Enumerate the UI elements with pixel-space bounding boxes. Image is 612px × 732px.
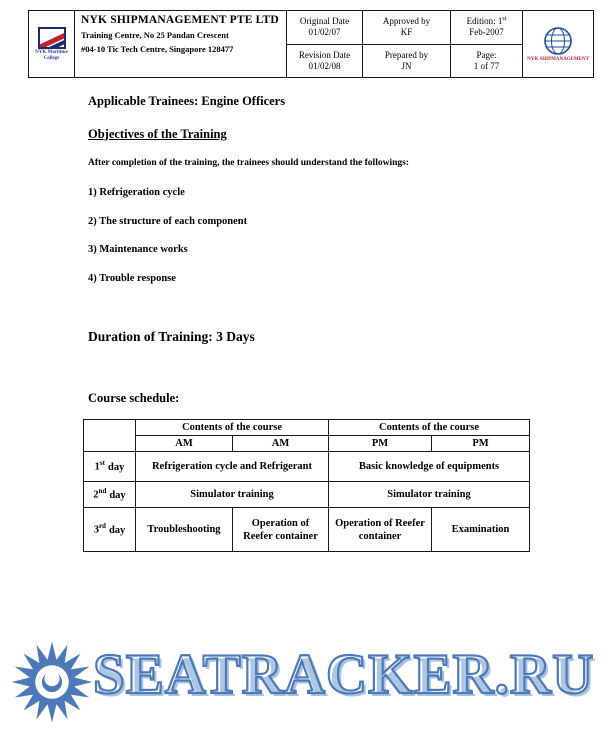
day-cell (84, 508, 136, 552)
watermark (0, 636, 612, 732)
edition-line2: Feb-2007 (469, 27, 504, 38)
edition-line1 (467, 16, 507, 27)
schedule-cell: Examination (432, 508, 530, 552)
original-date-cell (287, 11, 362, 45)
day-ordinal-sup: rd (98, 522, 106, 531)
applicable-trainees-heading: Applicable Trainees: Engine Officers (88, 94, 286, 108)
subheader-am-1: AM (136, 436, 233, 452)
objectives-heading: Objectives of the Training (88, 127, 227, 141)
objective-item-1: 1) Refrigeration cycle (88, 187, 185, 198)
group-header-left: Contents of the course (136, 420, 329, 436)
day-number: 1 (94, 461, 100, 473)
revision-date-cell (287, 45, 362, 78)
edition-cell (451, 11, 522, 45)
day-column-header (84, 420, 136, 452)
edition-prefix: Edition: 1 (466, 16, 503, 26)
revision-date-value: 01/02/08 (308, 60, 341, 71)
company-info-cell (75, 11, 287, 77)
day-cell (84, 482, 136, 508)
approved-by-label: Approved by (382, 16, 431, 26)
original-date-label: Original Date (299, 16, 350, 26)
day-cell (84, 452, 136, 482)
page-value: 1 of 77 (473, 60, 500, 71)
table-row-day1 (84, 452, 530, 482)
prepared-by-cell (363, 45, 450, 78)
prepared-by-label: Prepared by (384, 49, 429, 60)
objective-item-4: 4) Trouble response (88, 273, 176, 284)
course-schedule-heading: Course schedule: (88, 391, 180, 405)
edition-ordinal-sup: st (502, 16, 507, 22)
watermark-text: SEATRACKER.RU (93, 643, 595, 706)
objectives-intro: After completion of the training, the trainees should understand the followings: (88, 158, 409, 168)
schedule-cell: Basic knowledge of equipments (329, 452, 530, 482)
nyk-flag-icon (38, 27, 66, 49)
schedule-cell: Operation of Reefer container (233, 508, 329, 552)
sun-icon (10, 640, 94, 724)
page-label: Page: (476, 49, 497, 60)
page-cell (451, 45, 522, 78)
shipmanagement-logo-cell (523, 11, 593, 77)
maritime-college-logo (29, 11, 75, 77)
schedule-cell: Operation of Reefer container (329, 508, 432, 552)
approval-column (363, 11, 451, 77)
subheader-am-2: AM (233, 436, 329, 452)
day-number: 3 (93, 524, 99, 536)
subheader-pm-1: PM (329, 436, 432, 452)
subheader-pm-2: PM (432, 436, 530, 452)
approved-by-cell (363, 11, 450, 45)
approved-by-value: KF (400, 27, 413, 38)
schedule-cell: Simulator training (329, 482, 530, 508)
objective-item-3: 3) Maintenance works (88, 244, 188, 255)
table-row-day3 (84, 508, 530, 552)
day-ordinal-sup: st (99, 459, 105, 468)
duration-heading: Duration of Training: 3 Days (88, 329, 255, 344)
prepared-by-value: JN (401, 60, 412, 71)
group-header-right: Contents of the course (329, 420, 530, 436)
schedule-cell: Refrigeration cycle and Refrigerant (136, 452, 329, 482)
globe-icon (543, 26, 573, 56)
schedule-cell: Troubleshooting (136, 508, 233, 552)
day-ordinal-sup: nd (98, 487, 107, 496)
original-date-value: 01/02/07 (308, 27, 341, 38)
objective-item-2: 2) The structure of each component (88, 216, 248, 227)
right-logo-caption: NYK SHIPMANAGEMENT (527, 56, 589, 62)
company-name: NYK SHIPMANAGEMENT PTE LTD (81, 14, 279, 26)
table-row-day2 (84, 482, 530, 508)
company-address-line2: #04-10 Tic Tech Centre, Singapore 128477 (81, 44, 234, 54)
document-header-table (28, 10, 594, 78)
day-number: 2 (93, 489, 99, 501)
course-schedule-table (83, 419, 530, 552)
day-word: day (108, 524, 126, 536)
schedule-cell: Simulator training (136, 482, 329, 508)
day-word: day (109, 489, 126, 501)
day-word: day (107, 461, 125, 473)
table-group-header-row (84, 420, 530, 436)
edition-column (451, 11, 523, 77)
table-subheader-row (84, 436, 530, 452)
revision-date-label: Revision Date (298, 49, 351, 60)
company-address-line1: Training Centre, No 25 Pandan Crescent (81, 30, 229, 40)
dates-column (287, 11, 363, 77)
left-logo-caption: NYK Maritime College (35, 50, 68, 61)
